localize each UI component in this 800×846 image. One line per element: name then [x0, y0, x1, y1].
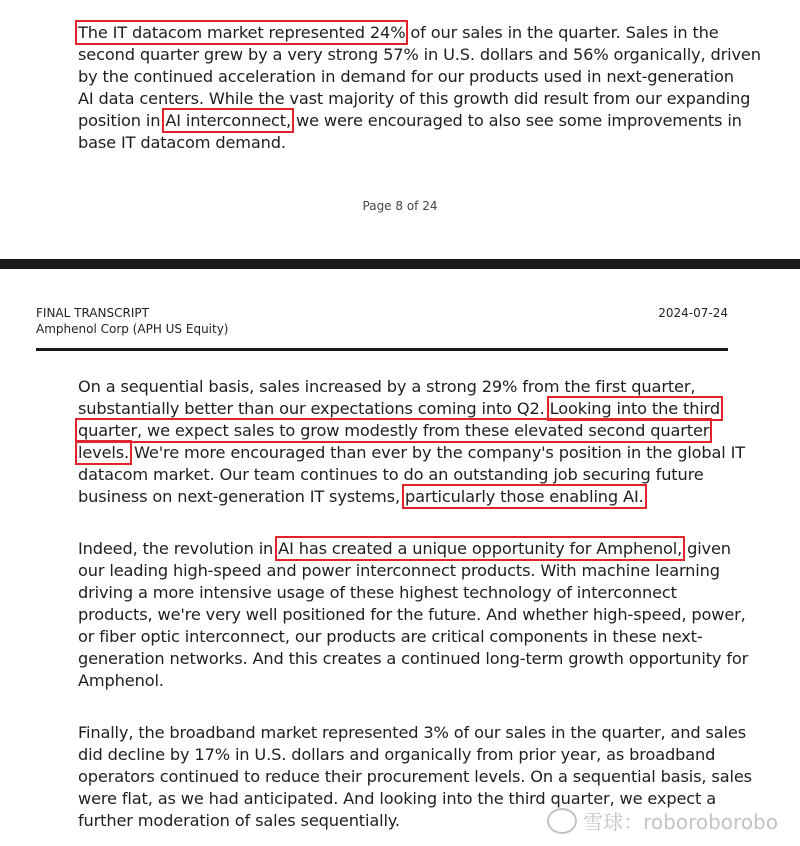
highlighted-phrase: Looking into the third [549, 399, 721, 418]
it-datacom-paragraph [78, 22, 761, 154]
text-line [78, 626, 738, 648]
text-line [78, 132, 738, 154]
text-line [78, 560, 738, 582]
text-line [78, 486, 738, 508]
text-line [78, 648, 749, 670]
highlighted-phrase: The IT datacom market represented 24% [78, 23, 406, 42]
text-line [78, 670, 738, 692]
text-segment: did decline by 17% in U.S. dollars and organically from prior year, as broadband [78, 745, 716, 764]
text-segment: given [682, 539, 731, 558]
text-segment: Finally, the broadband market represented 3% of our sales in the quarter, and sales [78, 723, 746, 742]
text-segment: by the continued acceleration in demand for our products used in next-generation [78, 67, 734, 86]
highlighted-phrase: levels. [78, 443, 130, 462]
text-line [78, 766, 752, 788]
company-label: Amphenol Corp (APH US Equity) [36, 322, 229, 336]
text-segment: products, we're very well positioned for the future. And whether high-speed, power, [78, 605, 746, 624]
text-segment: Indeed, the revolution in [78, 539, 279, 558]
text-segment: driving a more intensive usage of these highest technology of interconnect [78, 583, 677, 602]
xueqiu-watermark [547, 806, 778, 837]
text-line [78, 44, 761, 66]
text-line [78, 464, 738, 486]
text-segment: our leading high-speed and power interconnect products. With machine learning [78, 561, 720, 580]
text-line [78, 604, 746, 626]
text-line [78, 22, 738, 44]
sequential-sales-paragraph [78, 376, 746, 508]
page-divider [0, 259, 800, 269]
text-line [78, 398, 738, 420]
page-number-footer: Page 8 of 24 [362, 199, 438, 213]
xueqiu-logo-icon [547, 808, 577, 834]
highlighted-phrase: particularly those enabling AI. [404, 487, 644, 506]
text-segment: generation networks. And this creates a continued long-term growth opportunity for [78, 649, 749, 668]
ai-opportunity-paragraph [78, 538, 749, 692]
highlighted-phrase: AI interconnect, [165, 111, 292, 130]
text-segment: AI data centers. While the vast majority of this growth did result from our expanding [78, 89, 751, 108]
text-segment: of our sales in the quarter. Sales in the [405, 23, 719, 42]
text-line [78, 88, 751, 110]
transcript-page-9 [0, 269, 800, 846]
transcript-page-8 [0, 0, 800, 259]
text-segment: business on next-generation IT systems, [78, 487, 405, 506]
text-line [78, 420, 738, 442]
highlighted-phrase: AI has created a unique opportunity for Amphenol, [278, 539, 683, 558]
text-line [78, 66, 738, 88]
text-segment: Amphenol. [78, 671, 164, 690]
text-line [78, 722, 746, 744]
text-line [78, 538, 738, 560]
text-line [78, 744, 738, 766]
text-segment: substantially better than our expectations coming into Q2. [78, 399, 550, 418]
text-segment: operators continued to reduce their procurement levels. On a sequential basis, sales [78, 767, 752, 786]
text-segment: base IT datacom demand. [78, 133, 286, 152]
text-segment: further moderation of sales sequentially. [78, 811, 400, 830]
doc-type-label: FINAL TRANSCRIPT [36, 306, 149, 320]
text-segment: we were encouraged to also see some improvements in [291, 111, 742, 130]
watermark-text: 雪球：roboroborobo [583, 809, 778, 834]
text-segment: We're more encouraged than ever by the company's position in the global IT [129, 443, 746, 462]
text-line [78, 442, 746, 464]
text-segment: On a sequential basis, sales increased by a strong 29% from the first quarter, [78, 377, 696, 396]
text-segment: second quarter grew by a very strong 57% in U.S. dollars and 56% organically, driven [78, 45, 761, 64]
text-line [78, 582, 738, 604]
text-segment: position in [78, 111, 166, 130]
highlighted-phrase: quarter, we expect sales to grow modestly from these elevated second quarter [78, 421, 710, 440]
text-line [78, 110, 742, 132]
transcript-date: 2024-07-24 [658, 306, 728, 320]
text-segment: were flat, as we had anticipated. And looking into the third quarter, we expect a [78, 789, 717, 808]
text-segment: datacom market. Our team continues to do an outstanding job securing future [78, 465, 704, 484]
text-line [78, 376, 738, 398]
text-segment: or fiber optic interconnect, our products are critical components in these next- [78, 627, 703, 646]
header-rule [36, 348, 728, 351]
